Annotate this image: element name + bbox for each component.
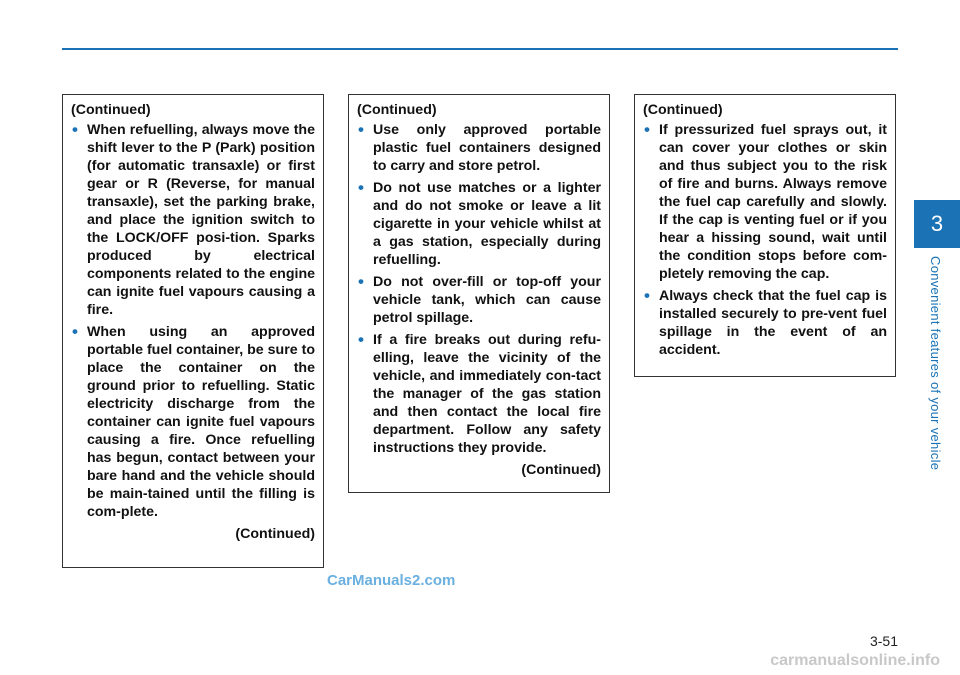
warning-box-2 (348, 94, 610, 493)
chapter-title: Convenient features of your vehicle (928, 256, 943, 471)
continued-header: (Continued) (643, 102, 723, 118)
chapter-number: 3 (930, 211, 944, 236)
warning-item: • Do not use matches or a lighter and do not smoke or leave a lit cigarette in your vehicle whilst at a gas station, especially during refuelling. (357, 179, 601, 269)
warning-item: • If pressurized fuel sprays out, it can cover your clothes or skin and thus subject you to the risk of fire and burns. Always remove the fuel cap carefully and slowly. If the cap is venting fuel or if you hear a hissing sound, wait until the condition stops before com-pletely removing the cap. (643, 121, 887, 283)
watermark-link[interactable]: CarManuals2.com (327, 572, 456, 589)
warning-item: • Always check that the fuel cap is installed securely to pre-vent fuel spillage in the event of an accident. (643, 287, 887, 359)
warning-box-3 (634, 94, 896, 377)
warning-item: • Do not over-fill or top-off your vehicle tank, which can cause petrol spillage. (357, 273, 601, 327)
warning-item: • When using an approved portable fuel container, be sure to place the container on the ground prior to refuelling. Static electricity discharge from the container can ignite fuel vapours causing a fire. Once refuelling has begun, contact between your bare hand and the vehicle should be main-tained until the filling is com-plete. (71, 323, 315, 521)
warning-item: • If a fire breaks out during refu-elling, leave the vicinity of the vehicle, and immediately con-tact the manager of the gas station and then contact the local fire department. Follow any safety instructions they provide. (357, 331, 601, 457)
continued-header: (Continued) (357, 102, 437, 118)
continued-header: (Continued) (71, 102, 151, 118)
continued-footer: (Continued) (521, 462, 601, 478)
warning-box-1 (62, 94, 324, 568)
header-rule (62, 48, 898, 50)
warning-list (71, 121, 315, 521)
warning-list (357, 121, 601, 457)
warning-item: • Use only approved portable plastic fuel containers designed to carry and store petrol. (357, 121, 601, 175)
chapter-tab[interactable] (914, 200, 960, 248)
continued-footer: (Continued) (235, 526, 315, 542)
warning-list (643, 121, 887, 359)
page-number: 3-51 (869, 633, 898, 649)
footer-watermark: carmanualsonline.info (770, 652, 940, 669)
warning-item: • When refuelling, always move the shift lever to the P (Park) position (for automatic transaxle) or first gear or R (Reverse, for manual transaxle), set the parking brake, and place the ignition switch to the LOCK/OFF posi-tion. Sparks produced by electrical components related to the engine can ignite fuel vapours causing a fire. (71, 121, 315, 319)
